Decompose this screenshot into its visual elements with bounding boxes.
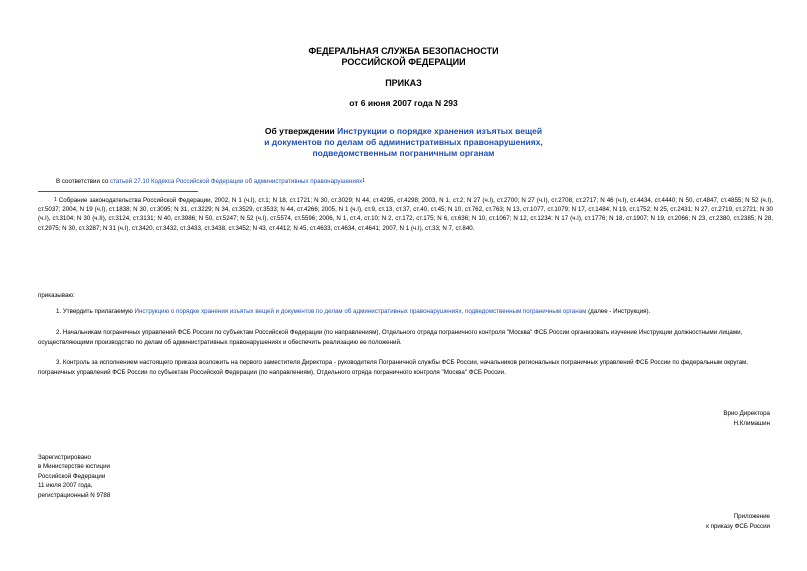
preamble-link-article-27-10[interactable]: статьей 27.10 Кодекса Российской Федерации об административных правонарушениях: [109, 178, 363, 185]
footnote-divider: [38, 191, 198, 192]
document-type: ПРИКАЗ: [385, 78, 422, 88]
appendix-line2: к приказу ФСБ России: [706, 522, 770, 530]
registration-line3: Российской Федерации: [38, 472, 106, 480]
item1-suffix: (далее - Инструкция).: [586, 308, 651, 315]
title-link-part3[interactable]: подведомственным пограничным органам: [312, 148, 495, 158]
signature-name: Н.Климашин: [733, 419, 770, 427]
item2-text: 2. Начальникам пограничных управлений ФСБ России по субъектам Российской Федерации (по направлениям), Отдельного отряда пограничного контроля "Москва" ФСБ России организовать изучение Инструкции должностными лицами, осуществляющими производство по делам об административных правонарушениях и обеспечить реализацию ее положений.: [38, 329, 743, 346]
item3-text: 3. Контроль за исполнением настоящего приказа возложить на первого заместителя Директора - руководителя Пограничной службы ФСБ России, начальников региональных пограничных управлений ФСБ России по федеральным округам, пограничных управлений ФСБ России по субъектам Российской Федерации (по направлениям), Отдельного отряда пограничного контроля "Москва" ФСБ России.: [38, 359, 749, 376]
order-item-1: [38, 307, 773, 317]
footnote: [38, 196, 773, 233]
signature-block: [723, 409, 770, 428]
order-item-2: [38, 328, 773, 348]
footnote-marker: 1: [54, 197, 57, 203]
preamble-text: В соответствии со: [56, 178, 110, 185]
footnote-ref-marker[interactable]: 1: [362, 178, 366, 184]
item1-instruction-link[interactable]: Инструкцию о порядке хранения изъятых вещей и документов по делам об административных правонарушениях, подведомственным пограничным органам: [134, 308, 587, 315]
registration-block: [38, 453, 110, 500]
agency-name-line1: ФЕДЕРАЛЬНАЯ СЛУЖБА БЕЗОПАСНОСТИ: [308, 46, 499, 56]
appendix-block: [706, 512, 770, 531]
signature-position: Врио Директора: [723, 410, 770, 417]
document-title: [0, 126, 807, 159]
order-item-3: [38, 358, 773, 378]
registration-line1: Зарегистрировано: [38, 454, 91, 461]
registration-line5: регистрационный N 9788: [38, 491, 111, 499]
registration-line4: 11 июля 2007 года,: [38, 482, 93, 490]
title-link-part1[interactable]: Инструкции о порядке хранения изъятых вещей: [337, 126, 543, 136]
appendix-line1: Приложение: [733, 513, 770, 520]
preamble: [56, 177, 365, 187]
item1-prefix: 1. Утвердить прилагаемую: [56, 308, 135, 315]
registration-line2: в Министерстве юстиции: [38, 463, 111, 471]
title-link-part2[interactable]: и документов по делам об административных правонарушениях,: [264, 137, 543, 147]
document-date-number: от 6 июня 2007 года N 293: [349, 98, 458, 108]
agency-name-line2: РОССИЙСКОЙ ФЕДЕРАЦИИ: [341, 57, 466, 67]
footnote-text: Собрание законодательства Российской Федерации, 2002, N 1 (ч.I), ст.1; N 18, ст.1721; N 30, ст.3029; N 44, ст.4295, ст.4298; 2003, N 1, ст.2; N 27 (ч.I), ст.2700; N 27 (ч.I), ст.2708, ст.2717; N 46 (ч.I), ст.4434, ст.4440; N 50, ст.4847, ст.4855; N 52 (ч.I), ст.5037; 2004, N 19 (ч.I), ст.1838; N 30, ст.3095; N 31, ст.3229; N 34, ст.3529, ст.3533; N 44, ст.4266; 2005, N 1 (ч.I), ст.9, ст.13, ст.37, ст.40, ст.45; N 10, ст.762, ст.763; N 13, ст.1077, ст.1079; N 17, ст.1484; N 19, ст.1752; N 25, ст.2431; N 27, ст.2719, ст.2721; N 30 (ч.I), ст.3104; N 30 (ч.II), ст.3124, ст.3131; N 40, ст.3986; N 50, ст.5247; N 52 (ч.I), ст.5574, ст.5596; 2006, N 1, ст.4, ст.10; N 2, ст.172, ст.175; N 6, ст.636; N 10, ст.1067; N 12, ст.1234; N 17 (ч.I), ст.1776; N 18, ст.1907; N 19, ст.2066; N 23, ст.2380, ст.2385; N 28, ст.2975; N 30, ст.3287; N 31 (ч.I), ст.3420, ст.3432, ст.3433, ст.3438, ст.3452; N 43, ст.4412; N 45, ст.4633, ст.4634, ст.4641; 2007, N 1 (ч.I), ст.33; N 7, ст.840.: [38, 197, 773, 232]
order-word: приказываю:: [38, 292, 75, 299]
title-prefix: Об утверждении: [264, 126, 338, 136]
